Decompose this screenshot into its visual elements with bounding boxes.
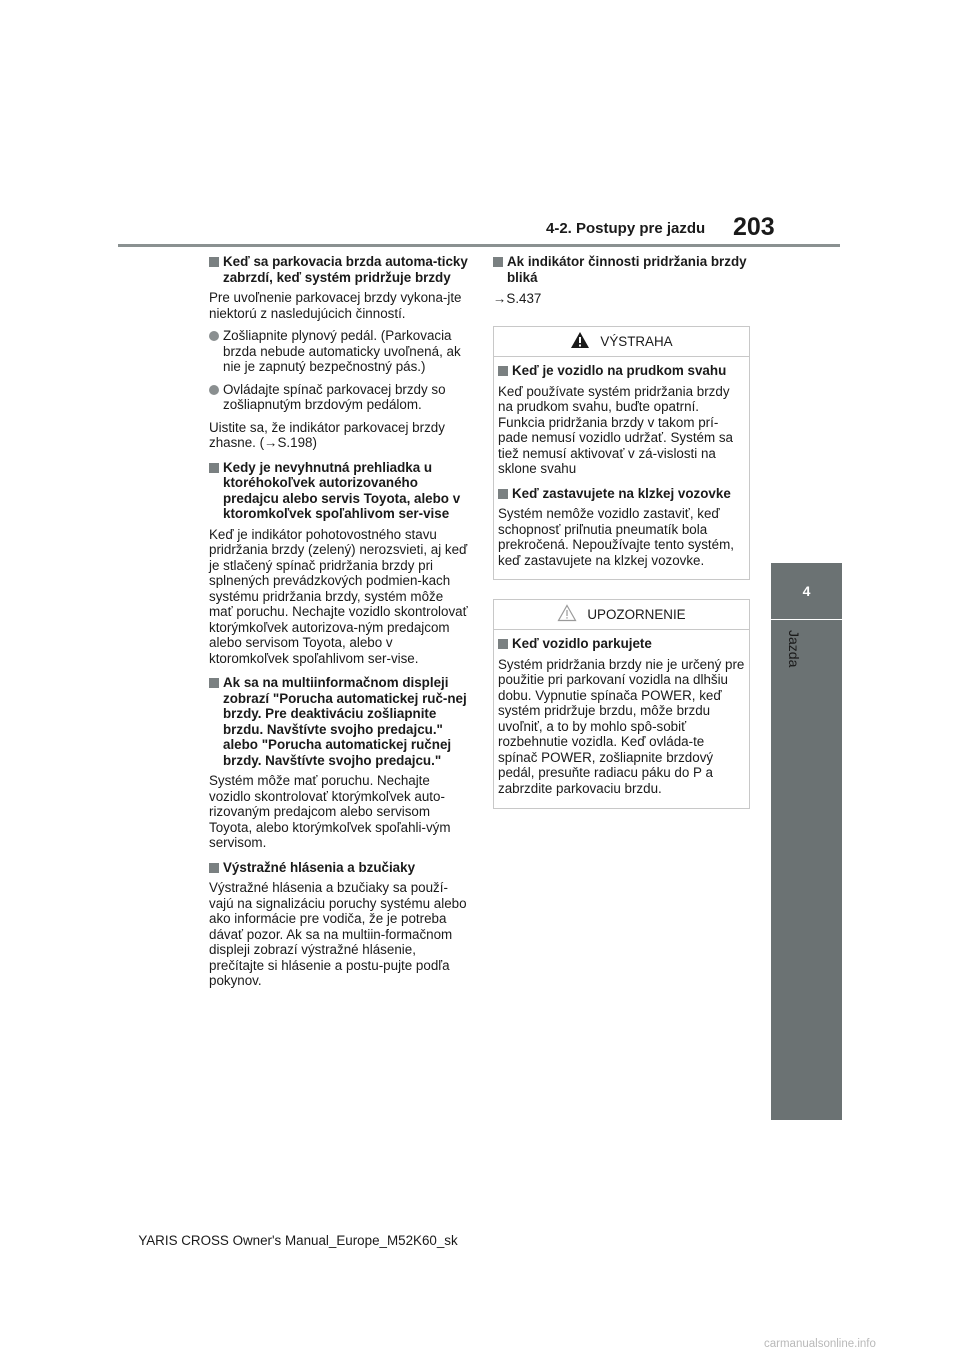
header-divider [118, 244, 840, 247]
warning-subheading: Keď je vozidlo na prudkom svahu [498, 363, 745, 379]
list-item: Zošliapnite plynový pedál. (Parkovacia brzda nebude automaticky uvoľnená, ak nie je zapnutý bezpečnostný pás.) [209, 328, 469, 375]
page-reference[interactable]: →S.437 [493, 291, 542, 306]
footer-text: YARIS CROSS Owner's Manual_Europe_M52K60_sk [138, 1233, 458, 1248]
section-warnings [209, 860, 469, 989]
section-multi-info-display [209, 675, 469, 851]
section-heading: Keď sa parkovacia brzda automa-ticky zabrzdí, keď systém pridržuje brzdy [209, 254, 469, 285]
notice-box [493, 599, 750, 809]
section-heading: Ak indikátor činnosti pridržania brzdy bliká [493, 254, 751, 285]
warning-title: VÝSTRAHA [600, 334, 673, 349]
section-heading: Výstražné hlásenia a bzučiaky [209, 860, 469, 876]
section-text: Systém môže mať poruchu. Nechajte vozidlo skontrolovať ktorýmkoľvek auto-rizovaným predajcom alebo servisom Toyota, alebo ktorýmkoľvek spoľahli-vým servisom. [209, 773, 451, 850]
warning-box [493, 326, 750, 580]
notice-text: Systém pridržania brzdy nie je určený pre použitie pri parkovaní vozidla na dlhšiu dobu. Vypnutie spínača POWER, keď systém pridržuje brzdu, môže brzdu uvoľniť, a to by mohlo spô-sobiť rozbehnutie vozidla. Keď ovláda-te spínač POWER, zošliapnite brzdový pedál, presuňte radiacu páku do P a zabrzdite parkovaciu brzdu. [498, 656, 745, 796]
section-title: 4-2. Postupy pre jazdu [546, 220, 706, 237]
section-text: Uistite sa, že indikátor parkovacej brzdy zhasne. (→S.198) [209, 419, 445, 450]
warning-icon [570, 331, 590, 352]
left-column [209, 254, 469, 998]
section-text: Keď je indikátor pohotovostného stavu pridržania brzdy (zelený) nerozsvieti, aj keď je stlačený spínač pridržania brzdy pri splnených prevádzkových podmien-kach systému pridržania brzdy, systém môže mať poruchu. Nechajte vozidlo skontrolovať ktorýmkoľvek autorizova-ným predajcom alebo servisom Toyota, alebo v ktoromkoľvek spoľahlivom ser-vise. [209, 526, 468, 666]
notice-body [494, 630, 749, 796]
section-parking-brake [209, 254, 469, 451]
notice-subheading: Keď vozidlo parkujete [498, 636, 745, 652]
notice-title: UPOZORNENIE [587, 607, 686, 622]
chapter-number: 4 [802, 583, 811, 599]
section-heading: Ak sa na multiinformačnom displeji zobrazí "Porucha automatickej ruč-nej brzdy. Pre deaktiváciu zošliapnite brzdu. Navštívte svojho predajcu." alebo "Porucha automatickej ručnej brzdy. Navštívte svojho predajcu." [209, 675, 469, 768]
list-item: Ovládajte spínač parkovacej brzdy so zošliapnutým brzdovým pedálom. [209, 382, 469, 413]
section-text: Výstražné hlásenia a bzučiaky sa použí-vajú na signalizáciu poruchy systému alebo ako informácie pre vodiča, že je potreba dávať pozor. Ak sa na multiin-formačnom displeji zobrazí výstražné hlásenie, prečítajte si hlásenie a postu-pujte podľa pokynov. [209, 880, 467, 988]
right-column [493, 254, 751, 307]
notice-header [494, 600, 749, 630]
warning-header [494, 327, 749, 357]
section-inspection [209, 460, 469, 667]
warning-subheading: Keď zastavujete na klzkej vozovke [498, 486, 745, 502]
chapter-tab[interactable] [771, 563, 842, 619]
chapter-label: Jazda [786, 630, 802, 668]
watermark: carmanualsonline.info [764, 1338, 876, 1350]
section-text: Pre uvoľnenie parkovacej brzdy vykona-jte niektorú z nasledujúcich činností. [209, 290, 462, 321]
chapter-tab-bar [771, 620, 842, 1120]
section-heading: Kedy je nevyhnutná prehliadka u ktoréhokoľvek autorizovaného predajcu alebo servis Toyota, alebo v ktoromkoľvek spoľahlivom ser-vise [209, 460, 469, 522]
warning-body [494, 357, 749, 568]
warning-text: Keď používate systém pridržania brzdy na prudkom svahu, buďte opatrní. Funkcia pridržania brzdy v takom prí-pade nemusí vozidlo udržať. Systém sa tiež nemusí aktivovať v zá-vislosti na sklone svahu [498, 383, 734, 476]
page-number: 203 [733, 213, 775, 241]
warning-text: Systém nemôže vozidlo zastaviť, keď schopnosť priľnutia pneumatík bola prekročená. Nepoužívajte tento systém, keď zastavujete na klzkej vozovke. [498, 506, 734, 568]
footer [0, 1233, 960, 1248]
caution-icon [557, 604, 577, 625]
